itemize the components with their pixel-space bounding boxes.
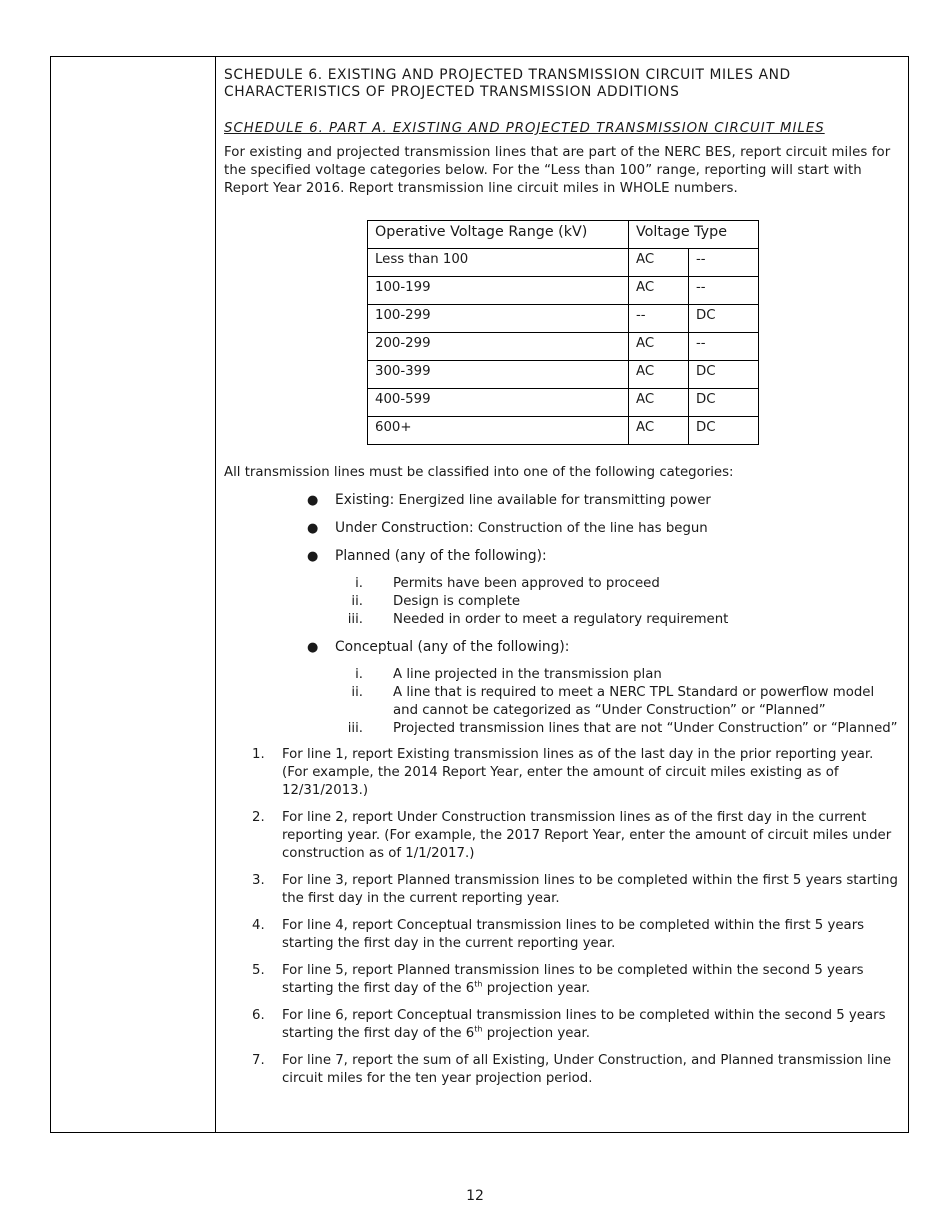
cell-ac: AC — [629, 249, 689, 277]
cell-dc: -- — [689, 249, 759, 277]
header-voltage-range: Operative Voltage Range (kV) — [368, 221, 629, 249]
cell-range: 600+ — [368, 417, 629, 445]
cell-ac: AC — [629, 389, 689, 417]
table-header-row — [368, 221, 759, 249]
category-description: Construction of the line has begun — [473, 521, 708, 536]
table-row — [368, 249, 759, 277]
header-voltage-type: Voltage Type — [629, 221, 759, 249]
table-row — [368, 417, 759, 445]
categories-intro: All transmission lines must be classified into one of the following categories: — [224, 465, 734, 480]
cell-ac: -- — [629, 305, 689, 333]
list-item — [335, 593, 902, 611]
instruction-number: 3. — [252, 873, 265, 888]
instruction-item — [224, 809, 902, 863]
instruction-item — [224, 872, 902, 908]
instruction-number: 2. — [252, 810, 265, 825]
list-item-number: ii. — [351, 594, 363, 609]
list-item — [335, 611, 902, 629]
instruction-number: 6. — [252, 1008, 265, 1023]
list-item-text: Projected transmission lines that are not “Under Construction” or “Planned” — [393, 721, 898, 736]
instruction-text: For line 4, report Conceptual transmission lines to be completed within the first 5 years starting the first day in the current reporting year. — [282, 918, 865, 951]
cell-range: 400-599 — [368, 389, 629, 417]
page-number: 12 — [466, 1188, 484, 1204]
list-item — [335, 666, 902, 684]
schedule-heading: SCHEDULE 6. EXISTING AND PROJECTED TRANSMISSION CIRCUIT MILES AND CHARACTERISTICS OF PROJECTED TRANSMISSION ADDITIONS — [224, 67, 791, 100]
cell-range: Less than 100 — [368, 249, 629, 277]
list-item-number: iii. — [347, 721, 363, 736]
cell-ac: AC — [629, 277, 689, 305]
list-item-number: iii. — [347, 612, 363, 627]
list-item-text: Needed in order to meet a regulatory requirement — [393, 612, 729, 627]
ordinal-suffix: th — [474, 979, 483, 989]
table-row — [368, 277, 759, 305]
left-column — [51, 57, 216, 1132]
instruction-text: For line 2, report Under Construction transmission lines as of the first day in the current reporting year. (For example, the 2017 Report Year, enter the amount of circuit miles under construction as of 1/1/2017.) — [282, 810, 892, 861]
intro-paragraph: For existing and projected transmission lines that are part of the NERC BES, report circuit miles for the specified voltage categories below. For the “Less than 100” range, reporting will start with Report Year 2016. Report transmission line circuit miles in WHOLE numbers. — [224, 145, 891, 196]
instruction-text: For line 7, report the sum of all Existing, Under Construction, and Planned transmission line circuit miles for the ten year projection period. — [282, 1053, 892, 1086]
bullet-icon: ● — [307, 493, 319, 508]
list-item-text: A line that is required to meet a NERC TPL Standard or powerflow model and cannot be categorized as “Under Construction” or “Planned” — [393, 685, 875, 718]
cell-range: 300-399 — [368, 361, 629, 389]
bullet-icon: ● — [307, 549, 319, 564]
cell-dc: DC — [689, 417, 759, 445]
cell-range: 100-299 — [368, 305, 629, 333]
cell-ac: AC — [629, 417, 689, 445]
list-item — [335, 575, 902, 593]
instruction-number: 5. — [252, 963, 265, 978]
voltage-table — [367, 220, 759, 445]
category-under-construction — [307, 519, 902, 538]
category-planned — [307, 547, 902, 629]
category-existing — [307, 491, 902, 510]
category-label: Under Construction: — [335, 520, 474, 536]
table-row — [368, 333, 759, 361]
cell-dc: -- — [689, 333, 759, 361]
list-item-number: i. — [355, 576, 363, 591]
instruction-item — [224, 962, 902, 998]
cell-ac: AC — [629, 333, 689, 361]
instruction-item — [224, 1007, 902, 1043]
instructions-list — [224, 746, 902, 1088]
instruction-text: For line 5, report Planned transmission lines to be completed within the second 5 years starting the first day of the 6 — [282, 963, 864, 996]
instruction-number: 1. — [252, 747, 265, 762]
cell-ac: AC — [629, 361, 689, 389]
conceptual-criteria-list — [335, 666, 902, 738]
list-item-text: Design is complete — [393, 594, 521, 609]
list-item-number: i. — [355, 667, 363, 682]
instruction-text: For line 1, report Existing transmission lines as of the last day in the prior reporting year. (For example, the 2014 Report Year, enter the amount of circuit miles existing as of 12/31/2013.) — [282, 747, 874, 798]
cell-range: 100-199 — [368, 277, 629, 305]
content-column — [224, 67, 902, 1097]
list-item-text: A line projected in the transmission plan — [393, 667, 662, 682]
instruction-number: 4. — [252, 918, 265, 933]
table-row — [368, 305, 759, 333]
instruction-text: For line 3, report Planned transmission lines to be completed within the first 5 years starting the first day in the current reporting year. — [282, 873, 898, 906]
list-item-number: ii. — [351, 685, 363, 700]
instruction-item — [224, 746, 902, 800]
planned-criteria-list — [335, 575, 902, 629]
table-row — [368, 389, 759, 417]
cell-range: 200-299 — [368, 333, 629, 361]
ordinal-suffix: th — [474, 1024, 483, 1034]
list-item — [335, 720, 902, 738]
category-conceptual — [307, 638, 902, 738]
instruction-item — [224, 1052, 902, 1088]
categories-list — [224, 491, 902, 738]
cell-dc: DC — [689, 389, 759, 417]
cell-dc: DC — [689, 361, 759, 389]
instruction-text-end: projection year. — [482, 1026, 591, 1041]
list-item-text: Permits have been approved to proceed — [393, 576, 660, 591]
category-description: Energized line available for transmitting power — [394, 493, 711, 508]
category-label: Conceptual (any of the following): — [335, 639, 570, 655]
bullet-icon: ● — [307, 521, 319, 536]
cell-dc: -- — [689, 277, 759, 305]
document-frame — [50, 56, 909, 1133]
cell-dc: DC — [689, 305, 759, 333]
list-item — [335, 684, 902, 720]
table-row — [368, 361, 759, 389]
bullet-icon: ● — [307, 640, 319, 655]
instruction-text: For line 6, report Conceptual transmission lines to be completed within the second 5 years starting the first day of the 6 — [282, 1008, 886, 1041]
instruction-number: 7. — [252, 1053, 265, 1068]
category-label: Existing: — [335, 492, 395, 508]
instruction-text-end: projection year. — [482, 981, 591, 996]
instruction-item — [224, 917, 902, 953]
part-a-subheading: SCHEDULE 6. PART A. EXISTING AND PROJECTED TRANSMISSION CIRCUIT MILES — [224, 121, 825, 136]
category-label: Planned (any of the following): — [335, 548, 547, 564]
